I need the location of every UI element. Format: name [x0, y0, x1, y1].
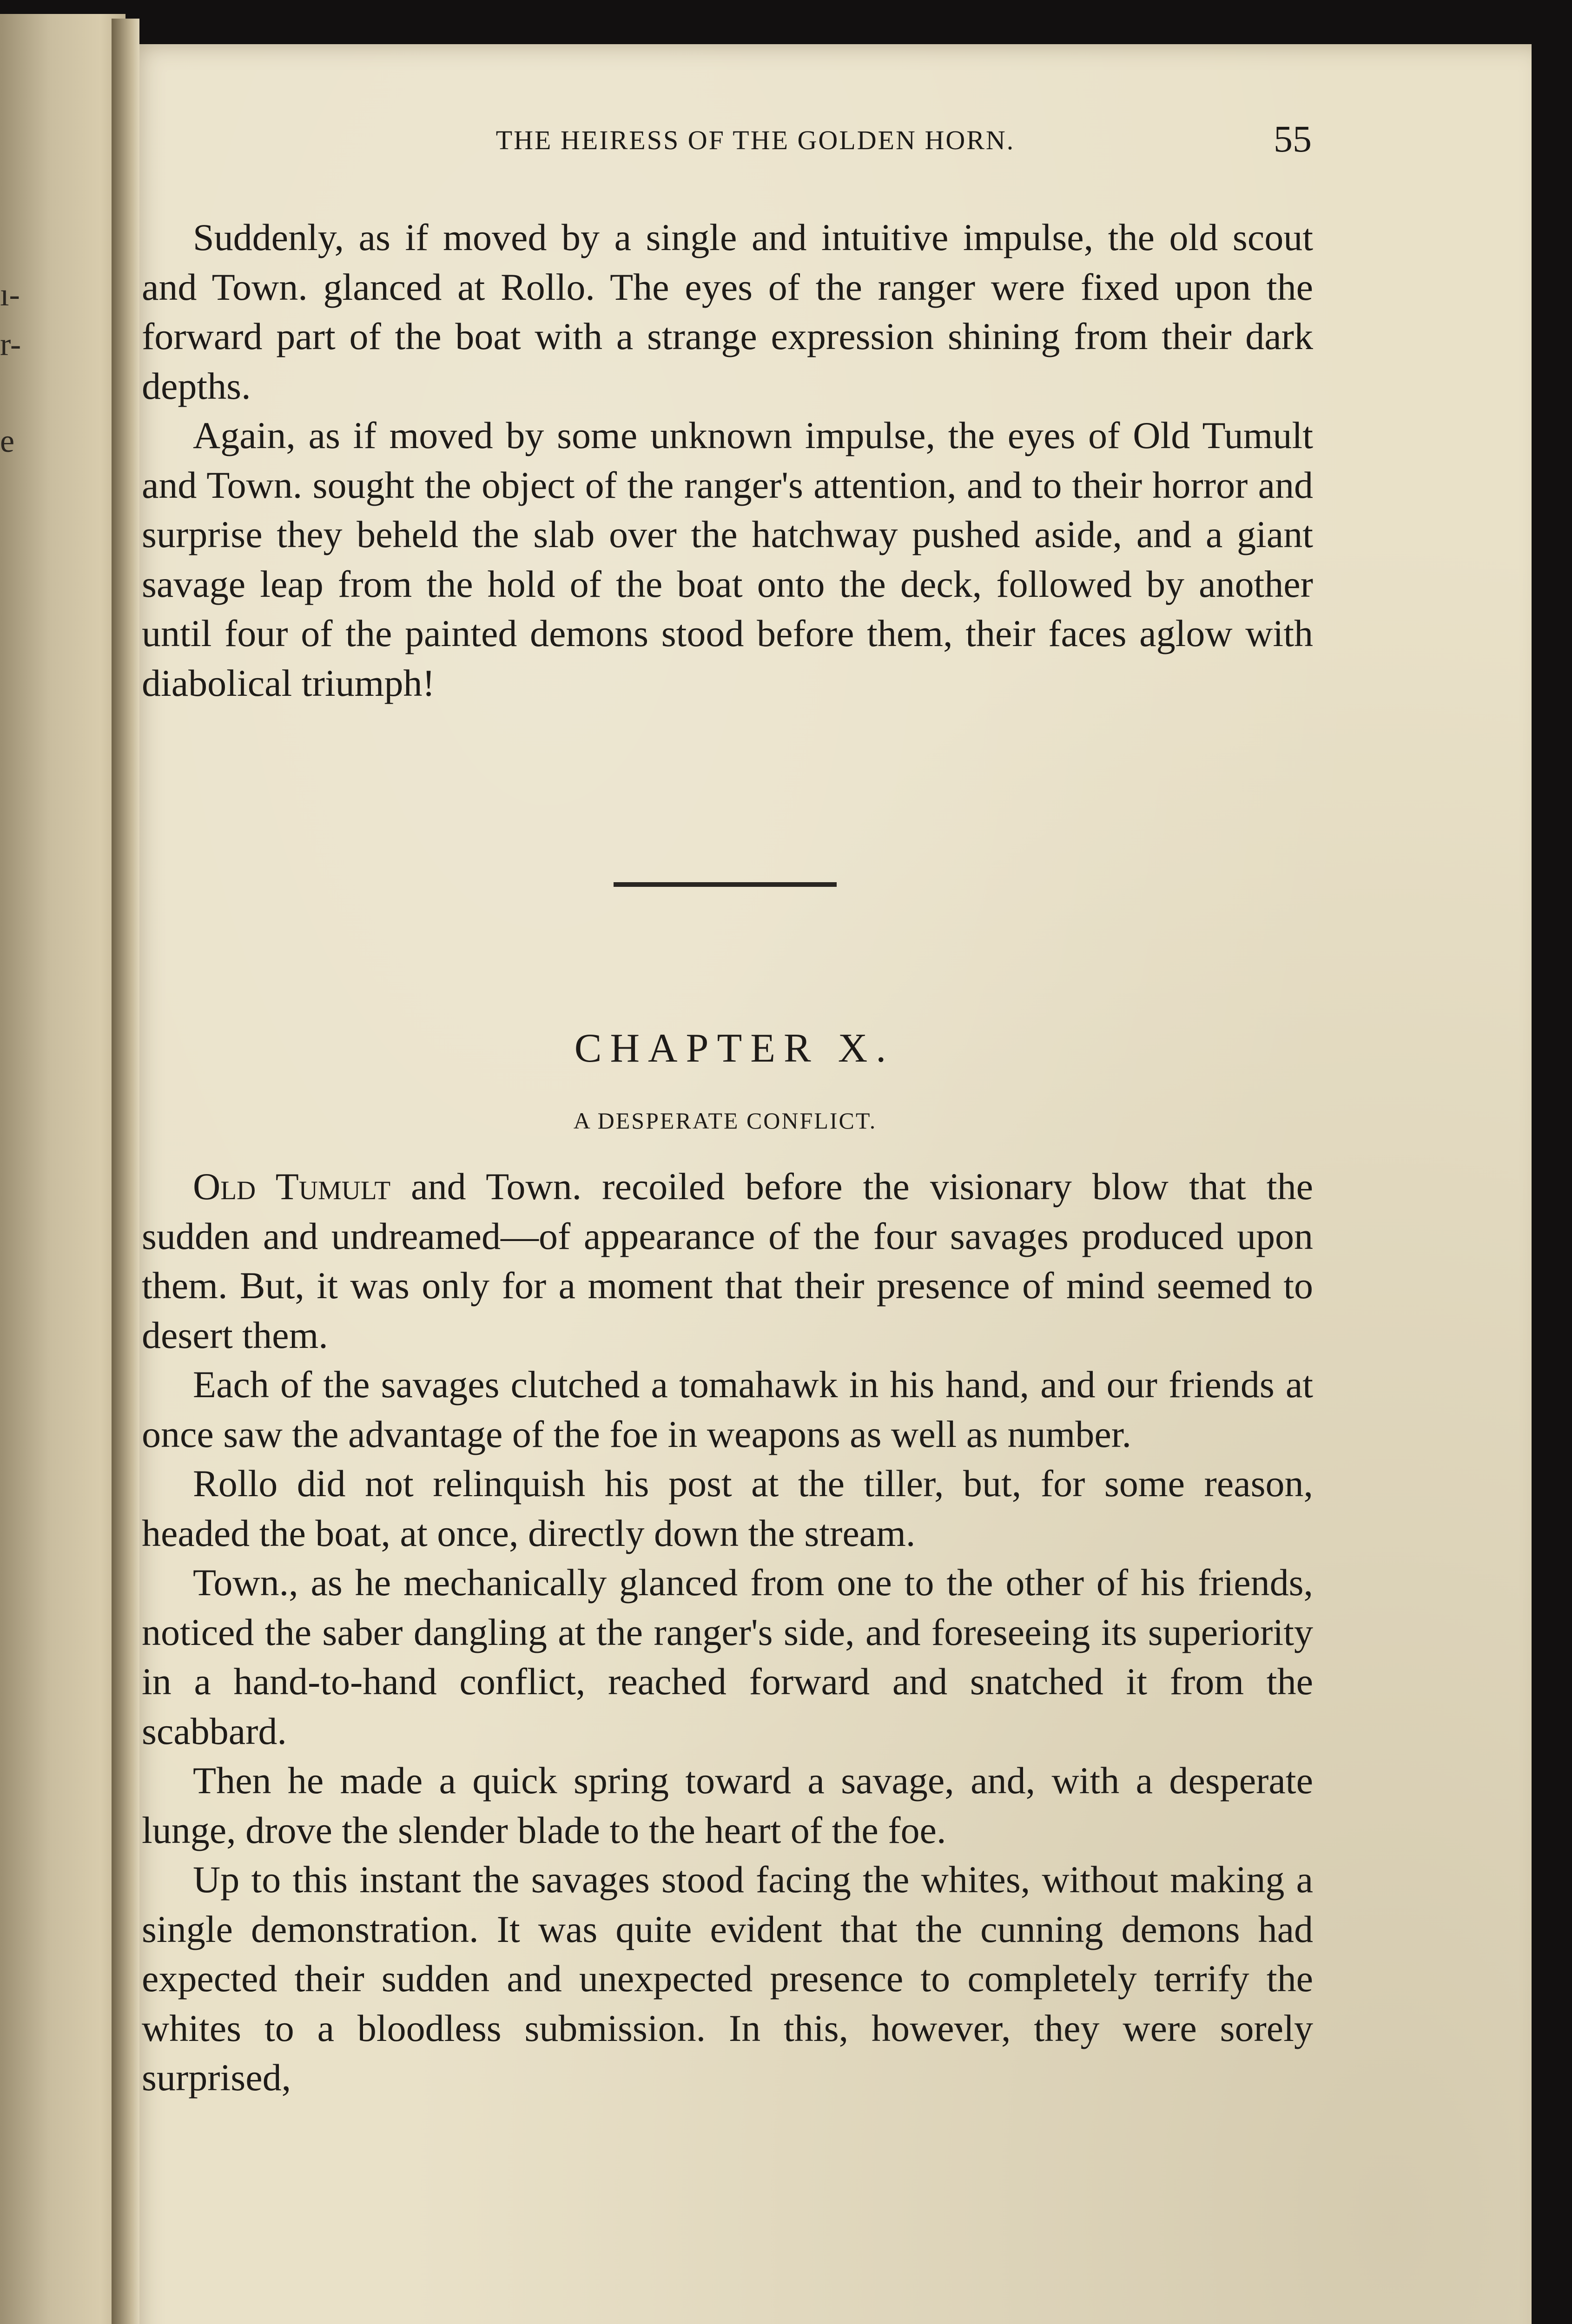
- paragraph: Each of the savages clutched a tomahawk in his hand, and our friends at once saw the advantage of the foe in weapons as well as number.: [142, 1363, 1313, 1455]
- chapter-opening-text: and Town. recoiled before the visionary blow that the sudden and undreamed—of appearance of the four savages produced upon them. But, it was only for a moment that their presence of mind seemed to desert them.: [142, 1165, 1313, 1356]
- facing-page-fragment: e: [0, 423, 15, 459]
- facing-page-fragment: r-: [0, 327, 21, 363]
- text-block-top: [142, 213, 1313, 708]
- chapter-subtitle: A DESPERATE CONFLICT.: [573, 1108, 877, 1134]
- section-divider: [614, 882, 837, 887]
- chapter-title: CHAPTER X.: [574, 1026, 895, 1071]
- paragraph: Again, as if moved by some unknown impulse, the eyes of Old Tumult and Town. sought the object of the ranger's attention, and to their horror and surprise they beheld the slab over the hatchway pushed aside, and a giant savage leap from the hold of the boat onto the deck, followed by another until four of the painted demons stood before them, their faces aglow with diabolical triumph!: [142, 414, 1313, 704]
- page-number: 55: [1274, 118, 1312, 160]
- paragraph: Rollo did not relinquish his post at the tiller, but, for some reason, headed the boat, at once, directly down the stream.: [142, 1462, 1313, 1554]
- paragraph: Up to this instant the savages stood facing the whites, without making a single demonstration. It was quite evident that the cunning demons had expected their sudden and unexpected presence to completely terrify the whites to a bloodless submission. In this, however, they were sorely surprised,: [142, 1858, 1313, 2099]
- facing-page-edge: [0, 14, 125, 2324]
- chapter-opening-paragraph: [142, 1162, 1313, 1360]
- paragraph: Then he made a quick spring toward a savage, and, with a desperate lunge, drove the slender blade to the heart of the foe.: [142, 1759, 1313, 1851]
- paragraph: Suddenly, as if moved by a single and intuitive impulse, the old scout and Town. glanced at Rollo. The eyes of the ranger were fixed upon the forward part of the boat with a strange expression shining from their dark depths.: [142, 216, 1313, 407]
- text-block-bottom: [142, 1162, 1313, 2103]
- running-title: THE HEIRESS OF THE GOLDEN HORN.: [495, 125, 1015, 155]
- chapter-lead-words: Old Tumult: [193, 1165, 391, 1208]
- facing-page-fragment: ı-: [0, 277, 20, 313]
- page-gutter: [112, 19, 139, 2324]
- paragraph: Town., as he mechanically glanced from one to the other of his friends, noticed the saber dangling at the ranger's side, and foreseeing its superiority in a hand-to-hand conflict, reached forward and snatched it from the scabbard.: [142, 1561, 1313, 1752]
